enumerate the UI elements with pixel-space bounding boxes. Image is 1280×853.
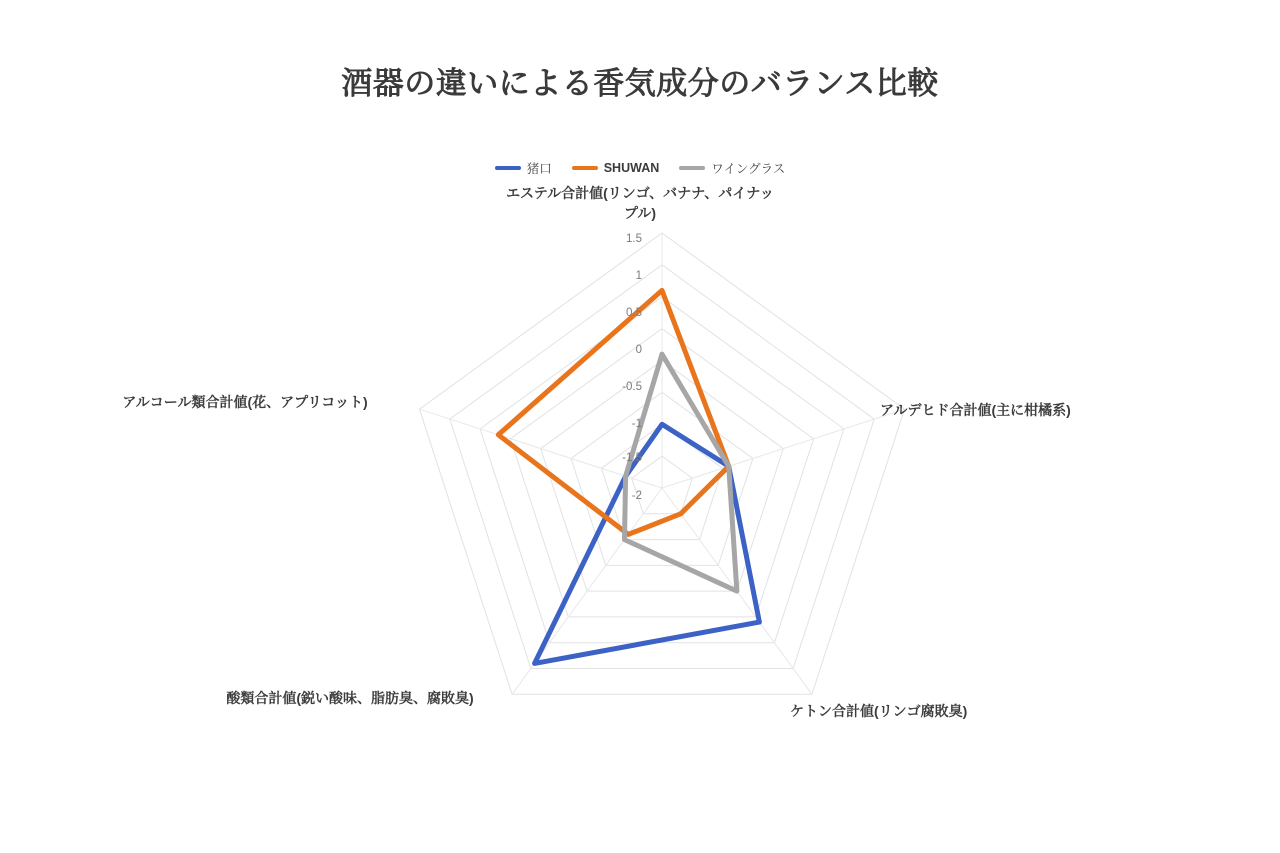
- tick-label: -0.5: [622, 381, 642, 393]
- axis-label-ester: エステル合計値(リンゴ、バナナ、パイナップル): [506, 185, 774, 222]
- page-title: 酒器の違いによる香気成分のバランス比較: [341, 66, 939, 101]
- axis-label-aldehyde: アルデヒド合計値(主に柑橘系): [880, 402, 1071, 418]
- tick-label: -1: [631, 418, 642, 430]
- tick-label: 1: [635, 270, 642, 282]
- tick-label: 1.5: [626, 233, 642, 245]
- legend-item-wineglass[interactable]: [679, 159, 785, 177]
- chart-legend: [0, 159, 1280, 177]
- legend-swatch-choko: [495, 166, 521, 170]
- legend-swatch-shuwan: [572, 166, 598, 170]
- tick-label: 0: [635, 344, 642, 356]
- legend-item-choko[interactable]: [495, 159, 552, 177]
- axis-label-alcohol: アルコール類合計値(花、アプリコット): [122, 394, 368, 410]
- legend-swatch-wineglass: [679, 166, 705, 170]
- tick-label: -2: [631, 490, 642, 502]
- axis-label-ketone: ケトン合計値(リンゴ腐敗臭): [790, 703, 968, 719]
- radar-grid: [420, 233, 905, 694]
- legend-label-choko: 猪口: [526, 162, 552, 176]
- tick-label: -1.5: [622, 452, 642, 464]
- legend-item-shuwan[interactable]: [572, 161, 660, 175]
- legend-label-wineglass: ワイングラス: [711, 162, 786, 176]
- axis-label-acid: 酸類合計値(鋭い酸味、脂肪臭、腐敗臭): [226, 690, 474, 706]
- tick-label: 0.5: [626, 307, 642, 319]
- legend-label-shuwan: SHUWAN: [603, 161, 660, 175]
